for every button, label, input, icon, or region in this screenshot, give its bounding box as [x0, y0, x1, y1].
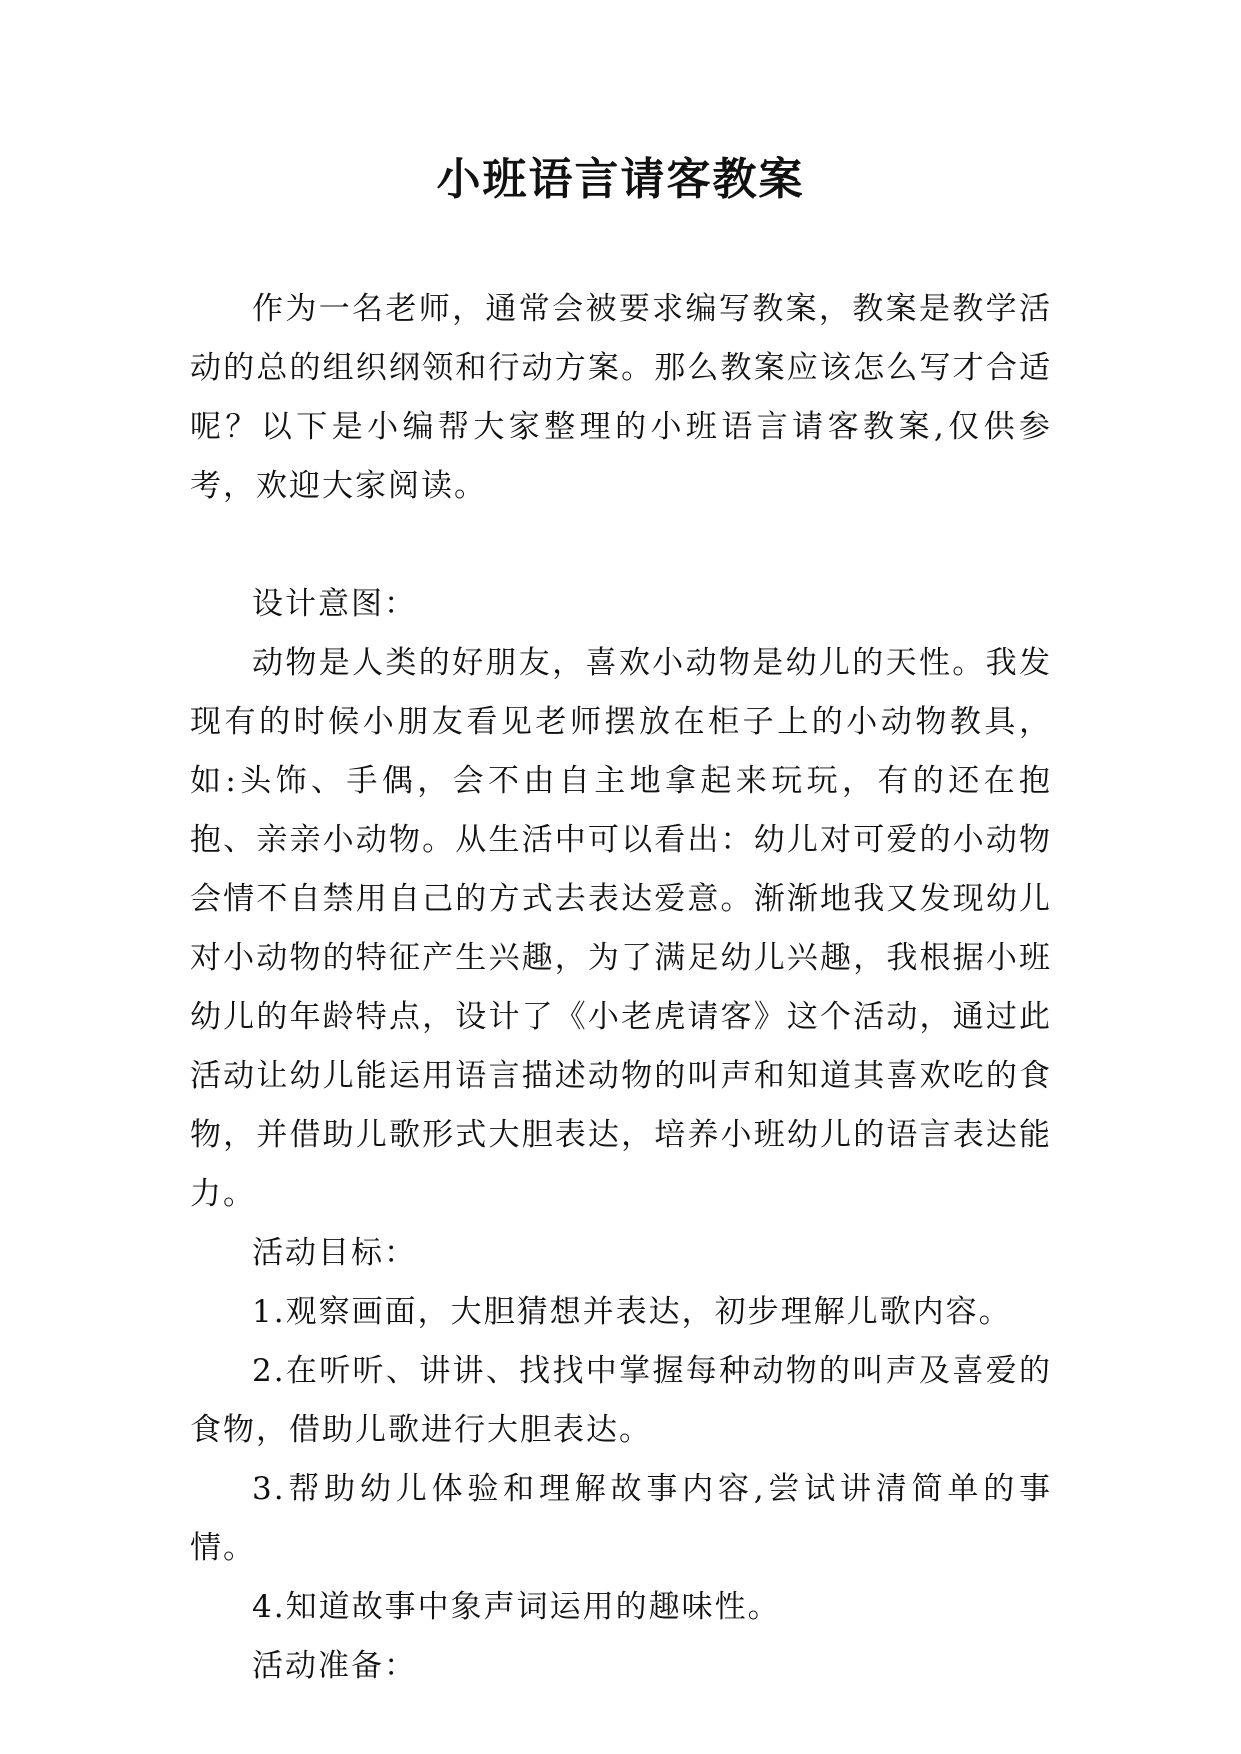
design-paragraph: 动物是人类的好朋友，喜欢小动物是幼儿的天性。我发现有的时候小朋友看见老师摆放在柜子上的小动物教具，如:头饰、手偶，会不由自主地拿起来玩玩，有的还在抱抱、亲亲小动物。从生活中可以看出：幼儿对可爱的小动物会情不自禁用自己的方式去表达爱意。渐渐地我又发现幼儿对小动物的特征产生兴趣，为了满足幼儿兴趣，我根据小班幼儿的年龄特点，设计了《小老虎请客》这个活动，通过此活动让幼儿能运用语言描述动物的叫声和知道其喜欢吃的食物，并借助儿歌形式大胆表达，培养小班幼儿的语言表达能力。 — [190, 645, 1052, 1212]
document-title: 小班语言请客教案 — [436, 154, 805, 205]
intro-paragraph: 作为一名老师，通常会被要求编写教案，教案是教学活动的总的组织纲领和行动方案。那么教案应该怎么写才合适呢？以下是小编帮大家整理的小班语言请客教案,仅供参考，欢迎大家阅读。 — [190, 291, 1052, 504]
goal-item-1: 1.观察画面，大胆猜想并表达，初步理解儿歌内容。 — [252, 1294, 1012, 1330]
document-body — [190, 280, 1052, 1696]
goal-item-2: 2.在听听、讲讲、找找中掌握每种动物的叫声及喜爱的食物，借助儿歌进行大胆表达。 — [190, 1353, 1052, 1448]
paragraph-spacer — [190, 516, 1052, 575]
goals-heading: 活动目标： — [252, 1235, 417, 1271]
goal-item-3: 3.帮助幼儿体验和理解故事内容,尝试讲清简单的事情。 — [190, 1471, 1052, 1566]
prep-heading: 活动准备： — [252, 1648, 417, 1684]
goal-item-4: 4.知道故事中象声词运用的趣味性。 — [252, 1589, 781, 1625]
design-heading: 设计意图： — [252, 586, 417, 622]
